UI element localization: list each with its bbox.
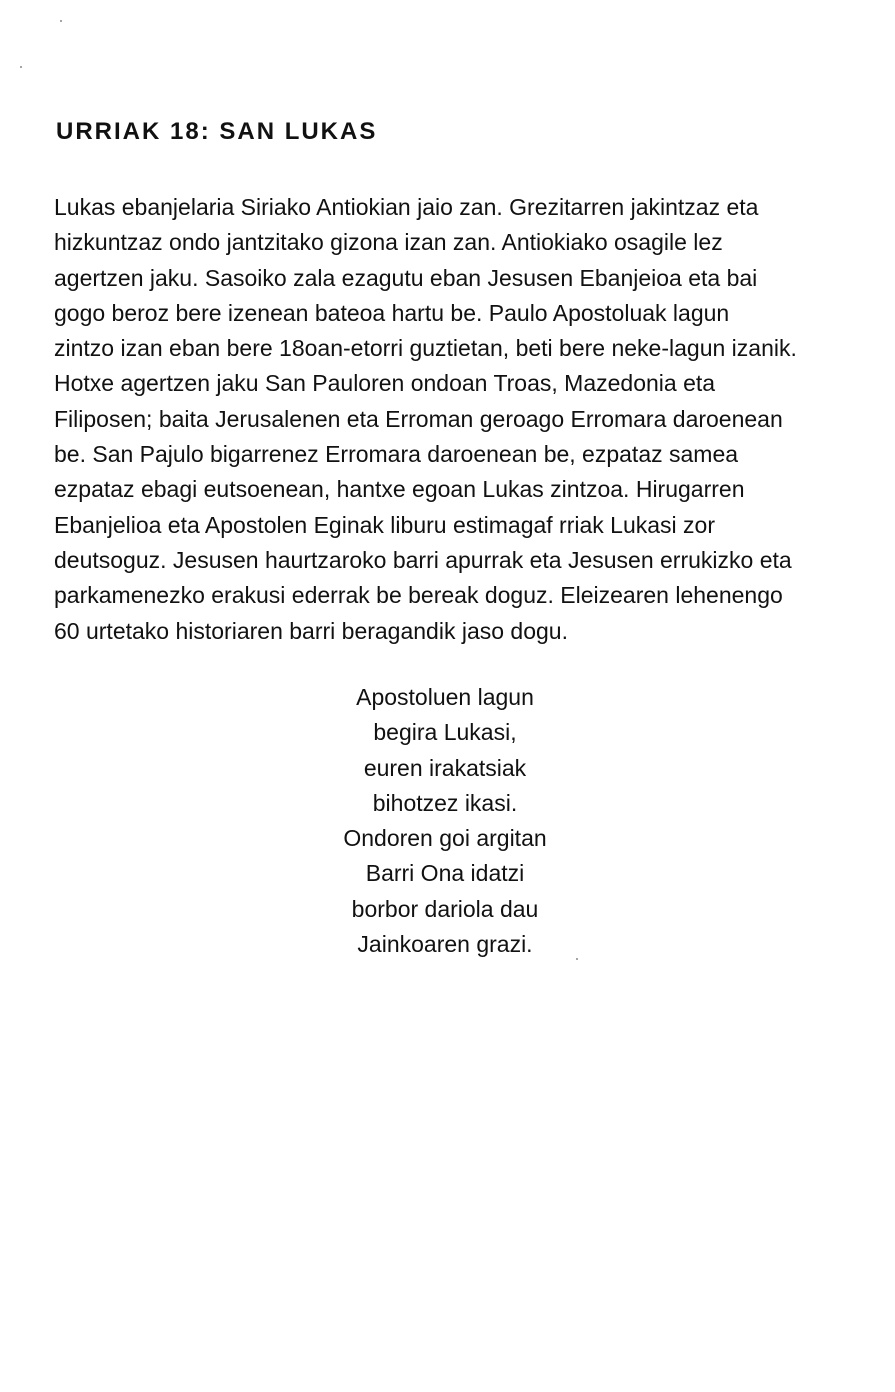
page-title: URRIAK 18: SAN LUKAS bbox=[56, 118, 378, 145]
paragraph-line: Hotxe agertzen jaku San Pauloren ondoan Troas, Mazedonia eta bbox=[54, 370, 716, 397]
paragraph-line: hizkuntzaz ondo jantzitako gizona izan zan. Antiokiako osagile lez bbox=[54, 229, 723, 256]
poem-line: Apostoluen lagun bbox=[356, 684, 534, 710]
paragraph-line: Ebanjelioa eta Apostolen Eginak liburu estimagaf rriak Lukasi zor bbox=[54, 511, 715, 538]
scan-speck bbox=[20, 66, 22, 68]
paragraph-line: deutsoguz. Jesusen haurtzaroko barri apurrak eta Jesusen errukizko eta bbox=[54, 546, 792, 573]
paragraph-line: zintzo izan eban bere 18oan-etorri guztietan, beti bere neke-lagun izanik. bbox=[54, 335, 797, 362]
body-paragraph bbox=[54, 190, 844, 649]
paragraph-line: gogo beroz bere izenean bateoa hartu be. Paulo Apostoluak lagun bbox=[54, 299, 730, 326]
poem-line: Ondoren goi argitan bbox=[343, 825, 547, 852]
poem-verse bbox=[300, 680, 590, 962]
poem-line: euren irakatsiak bbox=[363, 754, 527, 781]
poem-line: borbor dariola dau bbox=[351, 895, 539, 922]
poem-line: begira Lukasi, bbox=[373, 719, 517, 746]
paragraph-line: 60 urtetako historiaren barri beragandik jaso dogu. bbox=[54, 617, 568, 644]
paragraph-line: Filiposen; baita Jerusalenen eta Erroman geroago Erromara daroenean bbox=[54, 405, 783, 432]
scan-speck bbox=[60, 20, 62, 22]
paragraph-line: agertzen jaku. Sasoiko zala ezagutu eban Jesusen Ebanjeioa eta bai bbox=[54, 264, 758, 291]
poem-line: bihotzez ikasi. bbox=[372, 789, 518, 816]
paragraph-line: ezpataz ebagi eutsoenean, hantxe egoan Lukas zintzoa. Hirugarren bbox=[54, 476, 745, 503]
poem-line: Barri Ona idatzi bbox=[365, 860, 525, 887]
scan-speck bbox=[576, 958, 578, 960]
paragraph-line: Lukas ebanjelaria Siriako Antiokian jaio zan. Grezitarren jakintzaz eta bbox=[54, 194, 759, 220]
poem-line: Jainkoaren grazi. bbox=[357, 931, 533, 958]
paragraph-line: be. San Pajulo bigarrenez Erromara daroenean be, ezpataz samea bbox=[54, 441, 739, 468]
paragraph-line: parkamenezko erakusi ederrak be bereak doguz. Eleizearen lehenengo bbox=[54, 582, 783, 609]
